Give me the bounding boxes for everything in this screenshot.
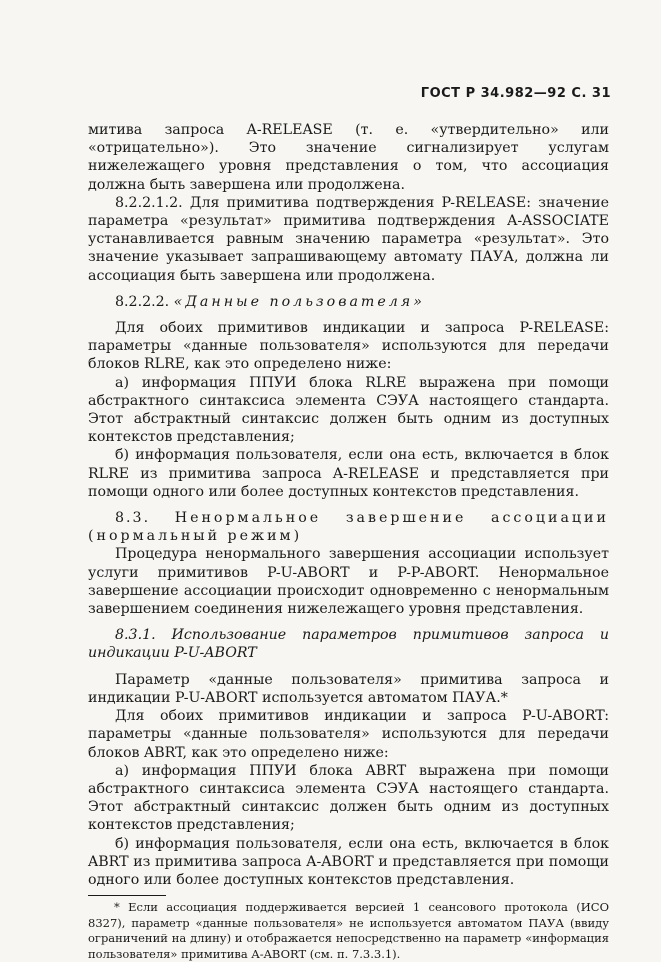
- list-item-b-abrt: б) информация пользователя, если она есть, включается в блок ABRT из примитива запроса A-ABORT и представляется при помощи одного или более доступных контекстов представления.: [88, 835, 609, 888]
- paragraph-continuation: митива запроса A-RELEASE (т. е. «утвердительно» или «отрицательно»). Это значение сигнализирует услугам нижележащего уровня представления о том, что ассоциация должна быть завершена или продолжена.: [88, 122, 609, 193]
- section-title-word: Ненормальное: [174, 510, 322, 527]
- section-subtitle: (нормальный режим): [88, 528, 303, 545]
- section-heading-8-3: [88, 509, 609, 527]
- page-body: [88, 121, 609, 962]
- section-number: 8.2.2.2.: [115, 293, 170, 310]
- page-header: ГОСТ Р 34.982—92 С. 31: [420, 86, 611, 101]
- list-item-a-abrt: а) информация ППУИ блока ABRT выражена при помощи абстрактного синтаксиса элемента СЭУА настоящего стандарта. Этот абстрактный синтаксис должен быть одним из доступных контекстов представления;: [88, 762, 609, 834]
- list-item-a-rlre: а) информация ППУИ блока RLRE выражена при помощи абстрактного синтаксиса элемента СЭУА настоящего стандарта. Этот абстрактный синтаксис должен быть одним из доступных контекстов представления;: [88, 374, 609, 446]
- paragraph-user-data-abort: Параметр «данные пользователя» примитива запроса и индикации P-U-ABORT используется автоматом ПАУА.*: [88, 671, 609, 706]
- section-title: «Данные пользователя»: [173, 293, 425, 310]
- section-title-word: завершение: [345, 510, 467, 527]
- section-heading-8-2-2-2: [88, 293, 609, 311]
- section-number: 8.3.: [115, 510, 151, 527]
- paragraph-abort-user-data: Для обоих примитивов индикации и запроса P-U-ABORT: параметры «данные пользователя» используются для передачи блоков ABRT, как это определено ниже:: [88, 708, 609, 761]
- paragraph-abnormal-release: Процедура ненормального завершения ассоциации использует услуги примитивов P-U-ABORT и P-P-ABORT. Ненормальное завершение ассоциации происходит одновременно с ненормальным завершением соединения нижележащего уровня представления.: [88, 546, 609, 618]
- paragraph-8-2-2-1-2: 8.2.2.1.2. Для примитива подтверждения P-RELEASE: значение параметра «результат» примитива подтверждения A-ASSOCIATE устанавливается равным значению параметра «результат». Это значение указывает запрашивающему автомату ПАУА, должна ли ассоциация быть завершена или продолжена.: [88, 194, 609, 284]
- section-title-word: ассоциации: [491, 510, 609, 527]
- list-item-b-rlre: б) информация пользователя, если она есть, включается в блок RLRE из примитива запроса A-RELEASE и представляется при помощи одного или более доступных контекстов представления.: [88, 447, 609, 500]
- footnote: * Если ассоциация поддерживается версией 1 сеансового протокола (ИСО 8327), параметр «данные пользователя» не используется автоматом ПАУА (ввиду ограничений на длину) и отображается непосредственно на параметр «информация пользователя» примитива A-ABORT (см. п. 7.3.3.1).: [88, 900, 609, 961]
- section-heading-8-3-1: 8.3.1. Использование параметров примитивов запроса и индикации P-U-ABORT: [88, 627, 609, 662]
- footnote-divider: [88, 895, 166, 896]
- paragraph-release-user-data: Для обоих примитивов индикации и запроса P-RELEASE: параметры «данные пользователя» используются для передачи блоков RLRE, как это определено ниже:: [88, 320, 609, 373]
